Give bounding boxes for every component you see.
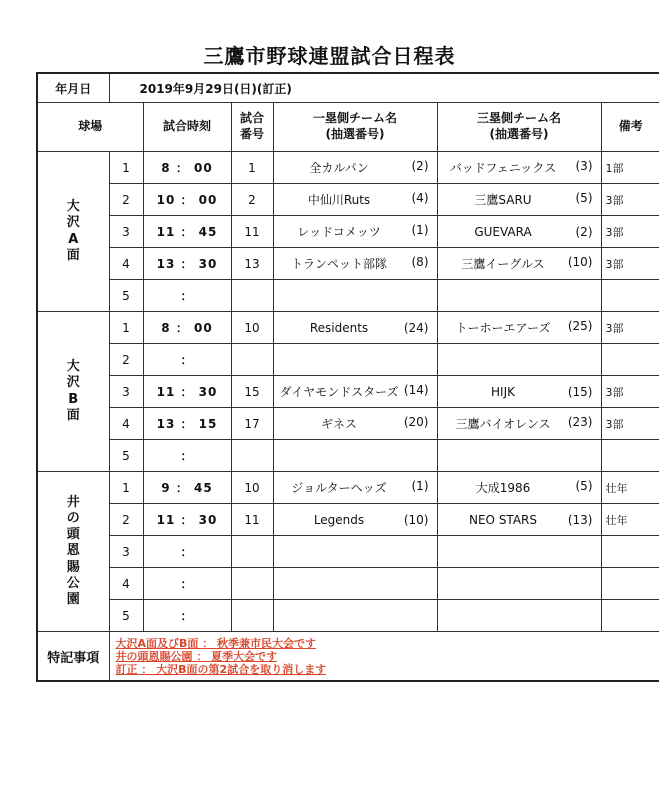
third-base-team: [437, 312, 601, 344]
column-header-row: [37, 103, 659, 152]
third-base-team: [437, 472, 601, 504]
game-number: 11: [231, 216, 273, 248]
game-number: [231, 568, 273, 600]
team-name: トランペット部隊: [290, 257, 387, 271]
game-time: 11 ： 45: [143, 216, 231, 248]
venue-name: [37, 312, 109, 472]
third-base-team: [437, 216, 601, 248]
game-time: 13 ： 15: [143, 408, 231, 440]
third-base-team: [437, 536, 601, 568]
third-base-team: [437, 280, 601, 312]
game-number-header: [231, 103, 273, 152]
first-base-team: [273, 344, 437, 376]
draw-number: (20): [403, 415, 429, 429]
remarks-body: [109, 632, 659, 682]
team-name: レッドコメッツ: [297, 225, 381, 239]
venue-name-char: 面: [66, 407, 80, 423]
remark-line: 訂正 ： 大沢B面の第2試合を取り消します: [115, 662, 327, 676]
team-name: 中仙川Ruts: [307, 193, 371, 207]
game-note: 3部: [601, 248, 659, 280]
table-row: [37, 504, 659, 536]
venue-name-char: 面: [66, 247, 80, 263]
team-name: Residents: [309, 320, 369, 335]
team-name: バッドフェニックス: [449, 161, 557, 175]
game-time: ：: [143, 440, 231, 472]
table-row: [37, 312, 659, 344]
table-row: [37, 248, 659, 280]
draw-number: (2): [411, 159, 429, 173]
table-row: [37, 376, 659, 408]
team-name: HIJK: [491, 384, 515, 399]
game-index: 4: [109, 408, 143, 440]
first-base-header-line1: 一塁側チーム名: [312, 111, 397, 126]
table-row: [37, 600, 659, 632]
game-time: ：: [143, 600, 231, 632]
table-row: [37, 216, 659, 248]
remark-line: 井の頭恩賜公園 ： 夏季大会です: [115, 649, 278, 663]
game-index: 2: [109, 344, 143, 376]
venue-name-char: 大: [66, 359, 80, 374]
third-base-header-line1: 三塁側チーム名: [476, 111, 561, 126]
game-note: 3部: [601, 376, 659, 408]
first-base-team: [273, 152, 437, 184]
table-row: [37, 184, 659, 216]
game-number: 13: [231, 248, 273, 280]
venue-name-char: B: [68, 391, 79, 407]
draw-number: (14): [403, 383, 429, 397]
draw-number: (13): [567, 512, 593, 527]
game-number: [231, 536, 273, 568]
game-index: 5: [109, 280, 143, 312]
third-base-team: [437, 344, 601, 376]
game-index: 5: [109, 600, 143, 632]
team-name: 三鷹イーグルス: [461, 257, 545, 271]
game-time: 9 ： 45: [143, 472, 231, 504]
game-index: 4: [109, 248, 143, 280]
first-base-team: [273, 440, 437, 472]
venue-name-char: 恩: [66, 543, 80, 559]
first-base-team: [273, 504, 437, 536]
draw-number: (10): [403, 512, 429, 527]
game-time: 8 ： 00: [143, 152, 231, 184]
game-time: 13 ： 30: [143, 248, 231, 280]
draw-number: (1): [411, 223, 429, 237]
document-title: 三鷹市野球連盟試合日程表: [203, 44, 456, 68]
draw-number: (5): [575, 191, 593, 205]
remarks-row: [37, 632, 659, 682]
third-base-header-line2: (抽選番号): [489, 127, 549, 141]
venue-name: [37, 152, 109, 312]
table-row: [37, 408, 659, 440]
note-header: 備考: [601, 103, 659, 152]
game-note: 3部: [601, 216, 659, 248]
first-base-team: [273, 216, 437, 248]
first-base-team: [273, 408, 437, 440]
game-number: [231, 440, 273, 472]
game-index: 4: [109, 568, 143, 600]
venue-name-char: 沢: [66, 215, 80, 231]
venue-name-char: A: [68, 231, 79, 247]
game-index: 1: [109, 152, 143, 184]
third-base-team: [437, 184, 601, 216]
game-note: [601, 344, 659, 376]
game-time: ：: [143, 280, 231, 312]
game-time: ：: [143, 344, 231, 376]
draw-number: (5): [575, 479, 593, 493]
game-index: 1: [109, 472, 143, 504]
game-number-header-line1: 試合: [239, 111, 264, 126]
first-base-team: [273, 184, 437, 216]
team-name: ジョルターヘッズ: [291, 481, 387, 495]
draw-number: (4): [411, 191, 429, 205]
third-base-team: [437, 408, 601, 440]
third-base-team-header: [437, 103, 601, 152]
first-base-team: [273, 376, 437, 408]
draw-number: (2): [575, 224, 593, 239]
draw-number: (24): [403, 320, 429, 335]
third-base-team: [437, 376, 601, 408]
team-name: 大成1986: [475, 481, 531, 495]
game-index: 3: [109, 536, 143, 568]
table-row: [37, 440, 659, 472]
venue-name-char: 沢: [66, 375, 80, 391]
first-base-team: [273, 600, 437, 632]
venue-name-char: 園: [66, 592, 80, 608]
team-name: 三鷹SARU: [474, 193, 532, 207]
game-note: [601, 536, 659, 568]
table-row: [37, 536, 659, 568]
table-row: [37, 472, 659, 504]
third-base-team: [437, 248, 601, 280]
team-name: 全カルパン: [309, 161, 369, 175]
team-name: GUEVARA: [474, 224, 532, 239]
date-row: [37, 73, 659, 103]
table-row: [37, 152, 659, 184]
third-base-team: [437, 440, 601, 472]
game-note: 1部: [601, 152, 659, 184]
venue-name-char: 井: [66, 494, 80, 510]
game-number: 17: [231, 408, 273, 440]
team-name: ダイヤモンドスターズ: [279, 385, 399, 399]
draw-number: (15): [567, 384, 593, 399]
third-base-team: [437, 152, 601, 184]
game-time: 11 ： 30: [143, 504, 231, 536]
draw-number: (8): [411, 255, 429, 269]
venue-name-char: 公: [66, 575, 80, 591]
first-base-team: [273, 248, 437, 280]
game-note: 壮年: [601, 504, 659, 536]
game-index: 1: [109, 312, 143, 344]
game-index: 3: [109, 376, 143, 408]
team-name: トーホーエアーズ: [455, 321, 551, 335]
draw-number: (23): [567, 415, 593, 429]
schedule-table: [36, 72, 659, 682]
game-time: 8 ： 00: [143, 312, 231, 344]
game-note: 壮年: [601, 472, 659, 504]
draw-number: (10): [567, 255, 593, 269]
draw-number: (1): [411, 479, 429, 493]
first-base-team: [273, 472, 437, 504]
game-number: 1: [231, 152, 273, 184]
game-number: [231, 600, 273, 632]
third-base-team: [437, 568, 601, 600]
first-base-team: [273, 312, 437, 344]
game-note: 3部: [601, 408, 659, 440]
game-number: 10: [231, 312, 273, 344]
game-note: [601, 568, 659, 600]
first-base-header-line2: (抽選番号): [325, 127, 385, 141]
time-header: 試合時刻: [143, 103, 231, 152]
venue-name-char: 頭: [66, 527, 80, 543]
game-number: [231, 344, 273, 376]
game-number: 15: [231, 376, 273, 408]
table-row: [37, 568, 659, 600]
venue-name: [37, 472, 109, 632]
venue-name-char: の: [66, 510, 80, 526]
game-index: 3: [109, 216, 143, 248]
draw-number: (3): [575, 159, 593, 173]
table-row: [37, 280, 659, 312]
game-time: 11 ： 30: [143, 376, 231, 408]
game-number: 10: [231, 472, 273, 504]
game-note: [601, 600, 659, 632]
game-index: 2: [109, 504, 143, 536]
game-time: 10 ： 00: [143, 184, 231, 216]
game-time: ：: [143, 568, 231, 600]
team-name: ギネス: [321, 417, 357, 431]
draw-number: (25): [567, 319, 593, 333]
game-index: 5: [109, 440, 143, 472]
game-note: [601, 280, 659, 312]
date-value: 2019年9月29日(日)(訂正): [109, 73, 659, 103]
table-row: [37, 344, 659, 376]
venue-name-char: 大: [66, 199, 80, 214]
first-base-team: [273, 536, 437, 568]
remark-line: 大沢A面及びB面 ： 秋季兼市民大会です: [115, 636, 317, 650]
team-name: NEO STARS: [469, 512, 537, 527]
third-base-team: [437, 504, 601, 536]
game-number-header-line2: 番号: [239, 127, 264, 141]
first-base-team-header: [273, 103, 437, 152]
team-name: Legends: [313, 512, 365, 527]
game-note: 3部: [601, 312, 659, 344]
first-base-team: [273, 280, 437, 312]
game-time: ：: [143, 536, 231, 568]
game-note: [601, 440, 659, 472]
remarks-label: 特記事項: [37, 632, 109, 682]
venue-header: 球場: [37, 103, 143, 152]
date-label: 年月日: [37, 73, 109, 103]
game-number: [231, 280, 273, 312]
game-index: 2: [109, 184, 143, 216]
venue-name-char: 賜: [66, 559, 80, 575]
game-number: 11: [231, 504, 273, 536]
game-number: 2: [231, 184, 273, 216]
third-base-team: [437, 600, 601, 632]
game-note: 3部: [601, 184, 659, 216]
first-base-team: [273, 568, 437, 600]
team-name: 三鷹バイオレンス: [455, 417, 551, 431]
